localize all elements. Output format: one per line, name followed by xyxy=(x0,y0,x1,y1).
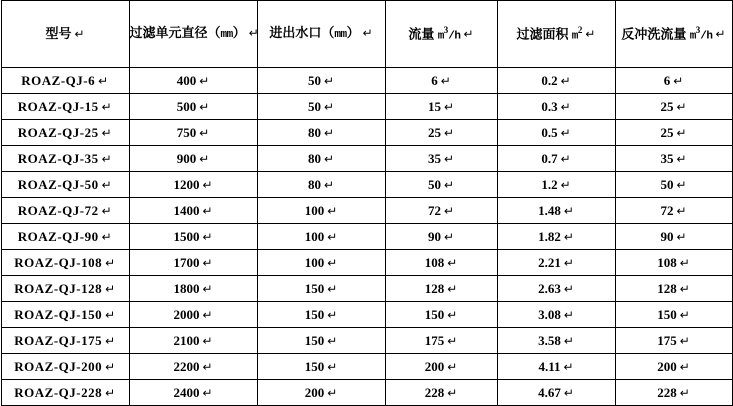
paragraph-mark: ↵ xyxy=(202,255,213,270)
cell-inlet-outlet xyxy=(257,276,385,302)
table-row xyxy=(1,328,732,354)
cell-inlet-outlet-text: 50 xyxy=(307,72,321,88)
cell-inlet-outlet xyxy=(257,94,385,120)
cell-inlet-outlet-text: 100 xyxy=(304,254,325,270)
column-header-inlet-outlet xyxy=(257,1,385,68)
cell-model xyxy=(1,68,129,94)
paragraph-mark: ↵ xyxy=(199,99,210,114)
column-header-filter-unit-diameter xyxy=(129,1,257,68)
paragraph-mark: ↵ xyxy=(679,359,690,374)
paragraph-mark: ↵ xyxy=(323,99,335,114)
paragraph-mark: ↵ xyxy=(327,255,338,270)
paragraph-mark: ↵ xyxy=(676,99,687,114)
header-tail-flow: /h xyxy=(448,30,461,43)
paragraph-mark: ↵ xyxy=(202,203,213,218)
cell-filter-unit-diameter-text: 750 xyxy=(176,124,197,140)
paragraph-mark: ↵ xyxy=(560,125,571,140)
cell-filter-area-text: 2.63 xyxy=(538,280,561,296)
paragraph-mark: ↵ xyxy=(679,307,690,322)
paragraph-mark: ↵ xyxy=(202,229,213,244)
cell-flow xyxy=(385,146,497,172)
cell-model xyxy=(1,328,129,354)
cell-filter-area xyxy=(497,328,615,354)
paragraph-mark: ↵ xyxy=(327,359,338,374)
paragraph-mark: ↵ xyxy=(199,125,210,140)
cell-filter-area xyxy=(497,354,615,380)
cell-inlet-outlet-text: 150 xyxy=(304,358,325,374)
cell-inlet-outlet-text: 150 xyxy=(304,332,325,348)
cell-model-text: ROAZ-QJ-6 xyxy=(21,72,96,88)
cell-flow-text: 50 xyxy=(427,176,441,192)
cell-filter-area xyxy=(497,250,615,276)
header-row xyxy=(1,1,732,68)
paragraph-mark: ↵ xyxy=(105,255,116,270)
cell-flow xyxy=(385,276,497,302)
paragraph-mark: ↵ xyxy=(323,151,335,166)
cell-inlet-outlet-text: 80 xyxy=(307,124,321,140)
cell-filter-unit-diameter xyxy=(129,94,257,120)
cell-backwash-flow-text: 50 xyxy=(660,176,674,192)
paragraph-mark: ↵ xyxy=(676,229,687,244)
cell-filter-area-text: 0.5 xyxy=(541,124,558,140)
header-text-model: 型号 xyxy=(45,26,72,42)
cell-backwash-flow xyxy=(615,328,732,354)
header-sup-area: 2 xyxy=(577,24,583,35)
cell-inlet-outlet-text: 200 xyxy=(304,384,325,400)
cell-filter-unit-diameter xyxy=(129,172,257,198)
cell-filter-area-text: 4.11 xyxy=(538,358,561,374)
paragraph-mark: ↵ xyxy=(101,203,113,218)
cell-model-text: ROAZ-QJ-228 xyxy=(14,384,103,400)
paragraph-mark: ↵ xyxy=(563,255,574,270)
paragraph-mark: ↵ xyxy=(679,281,690,296)
paragraph-mark: ↵ xyxy=(199,151,210,166)
header-tail-diameter: ） xyxy=(232,25,246,41)
cell-filter-area xyxy=(497,302,615,328)
cell-flow xyxy=(385,198,497,224)
paragraph-mark: ↵ xyxy=(563,229,574,244)
header-unit-backwash: m xyxy=(689,30,696,43)
paragraph-mark: ↵ xyxy=(560,177,571,192)
cell-inlet-outlet-text: 100 xyxy=(304,228,325,244)
cell-filter-unit-diameter-text: 1700 xyxy=(173,254,200,270)
cell-filter-unit-diameter-text: 2200 xyxy=(173,358,200,374)
column-header-filter-area xyxy=(497,1,615,68)
header-sup-backwash: 3 xyxy=(695,24,701,35)
table-body xyxy=(1,68,732,406)
cell-filter-area-text: 1.48 xyxy=(538,202,561,218)
cell-model-text: ROAZ-QJ-108 xyxy=(14,254,103,270)
cell-model xyxy=(1,224,129,250)
cell-filter-area xyxy=(497,94,615,120)
table-row xyxy=(1,172,732,198)
table-row xyxy=(1,276,732,302)
paragraph-mark: ↵ xyxy=(585,27,596,42)
cell-inlet-outlet xyxy=(257,302,385,328)
paragraph-mark: ↵ xyxy=(443,125,455,140)
cell-filter-unit-diameter xyxy=(129,276,257,302)
cell-backwash-flow-text: 25 xyxy=(660,98,674,114)
paragraph-mark: ↵ xyxy=(202,359,213,374)
paragraph-mark: ↵ xyxy=(98,73,109,88)
paragraph-mark: ↵ xyxy=(202,281,213,296)
header-text-backwash: 反冲洗流量 xyxy=(621,26,690,42)
cell-model xyxy=(1,302,129,328)
cell-model-text: ROAZ-QJ-128 xyxy=(14,280,103,296)
paragraph-mark: ↵ xyxy=(676,125,687,140)
paragraph-mark: ↵ xyxy=(560,151,571,166)
cell-model xyxy=(1,276,129,302)
cell-model-text: ROAZ-QJ-90 xyxy=(17,228,99,244)
cell-backwash-flow xyxy=(615,276,732,302)
paragraph-mark: ↵ xyxy=(463,27,474,42)
paragraph-mark: ↵ xyxy=(443,99,455,114)
cell-backwash-flow-text: 25 xyxy=(660,124,674,140)
paragraph-mark: ↵ xyxy=(327,281,338,296)
cell-filter-unit-diameter-text: 1800 xyxy=(173,280,200,296)
cell-inlet-outlet xyxy=(257,328,385,354)
cell-flow-text: 108 xyxy=(424,254,445,270)
paragraph-mark: ↵ xyxy=(679,255,690,270)
cell-filter-area-text: 0.2 xyxy=(541,72,558,88)
cell-flow-text: 128 xyxy=(424,280,445,296)
cell-backwash-flow xyxy=(615,94,732,120)
cell-inlet-outlet xyxy=(257,198,385,224)
paragraph-mark: ↵ xyxy=(327,385,338,400)
paragraph-mark: ↵ xyxy=(101,99,113,114)
cell-model-text: ROAZ-QJ-72 xyxy=(17,202,99,218)
cell-backwash-flow-text: 150 xyxy=(657,306,677,322)
cell-model xyxy=(1,120,129,146)
column-header-model xyxy=(1,1,129,68)
cell-filter-unit-diameter-text: 1500 xyxy=(173,228,200,244)
paragraph-mark: ↵ xyxy=(74,27,85,42)
paragraph-mark: ↵ xyxy=(101,177,113,192)
cell-flow xyxy=(385,354,497,380)
paragraph-mark: ↵ xyxy=(202,307,213,322)
paragraph-mark: ↵ xyxy=(563,281,574,296)
cell-filter-unit-diameter-text: 500 xyxy=(176,98,197,114)
cell-filter-unit-diameter xyxy=(129,224,257,250)
cell-filter-unit-diameter-text: 2100 xyxy=(173,332,200,348)
cell-backwash-flow xyxy=(615,120,732,146)
cell-inlet-outlet-text: 150 xyxy=(304,280,325,296)
cell-model-text: ROAZ-QJ-50 xyxy=(17,176,99,192)
paragraph-mark: ↵ xyxy=(327,229,338,244)
table-row xyxy=(1,224,732,250)
cell-backwash-flow xyxy=(615,146,732,172)
paragraph-mark: ↵ xyxy=(323,125,335,140)
cell-backwash-flow-text: 228 xyxy=(657,384,677,400)
header-tail-port: ） xyxy=(346,25,360,41)
cell-filter-area xyxy=(497,146,615,172)
cell-inlet-outlet xyxy=(257,68,385,94)
cell-filter-unit-diameter-text: 1200 xyxy=(173,176,200,192)
cell-inlet-outlet-text: 50 xyxy=(307,98,321,114)
cell-flow xyxy=(385,250,497,276)
cell-filter-area xyxy=(497,224,615,250)
cell-filter-unit-diameter-text: 900 xyxy=(176,150,197,166)
paragraph-mark: ↵ xyxy=(362,26,373,41)
cell-backwash-flow xyxy=(615,224,732,250)
paragraph-mark: ↵ xyxy=(560,73,571,88)
cell-model xyxy=(1,146,129,172)
cell-filter-area xyxy=(497,68,615,94)
cell-filter-unit-diameter xyxy=(129,302,257,328)
cell-inlet-outlet xyxy=(257,224,385,250)
cell-backwash-flow-text: 90 xyxy=(660,228,674,244)
cell-inlet-outlet xyxy=(257,172,385,198)
cell-flow xyxy=(385,302,497,328)
cell-backwash-flow-text: 200 xyxy=(657,358,677,374)
paragraph-mark: ↵ xyxy=(447,307,458,322)
table-row xyxy=(1,302,732,328)
header-tail-backwash: /h xyxy=(700,30,713,43)
paragraph-mark: ↵ xyxy=(447,385,458,400)
paragraph-mark: ↵ xyxy=(443,151,455,166)
cell-backwash-flow-text: 128 xyxy=(657,280,677,296)
cell-filter-unit-diameter xyxy=(129,328,257,354)
paragraph-mark: ↵ xyxy=(447,281,458,296)
header-unit-flow: m xyxy=(437,30,444,43)
cell-model-text: ROAZ-QJ-35 xyxy=(17,150,99,166)
paragraph-mark: ↵ xyxy=(202,333,213,348)
cell-flow-text: 15 xyxy=(427,98,441,114)
header-text-port: 进出水口（ xyxy=(269,25,335,41)
paragraph-mark: ↵ xyxy=(679,385,690,400)
cell-backwash-flow xyxy=(615,302,732,328)
header-text-area: 过滤面积 xyxy=(516,26,572,42)
paragraph-mark: ↵ xyxy=(105,281,116,296)
cell-model-text: ROAZ-QJ-15 xyxy=(17,98,99,114)
paragraph-mark: ↵ xyxy=(101,151,113,166)
cell-filter-area-text: 3.58 xyxy=(538,332,561,348)
paragraph-mark: ↵ xyxy=(327,333,338,348)
cell-backwash-flow xyxy=(615,354,732,380)
header-unit-diameter: mm xyxy=(220,29,233,42)
cell-flow-text: 200 xyxy=(424,358,445,374)
cell-filter-unit-diameter-text: 2000 xyxy=(173,306,200,322)
cell-inlet-outlet xyxy=(257,250,385,276)
cell-backwash-flow-text: 35 xyxy=(660,150,674,166)
cell-model-text: ROAZ-QJ-150 xyxy=(14,306,103,322)
cell-model xyxy=(1,94,129,120)
cell-model-text: ROAZ-QJ-200 xyxy=(14,358,103,374)
paragraph-mark: ↵ xyxy=(101,229,113,244)
paragraph-mark: ↵ xyxy=(105,385,116,400)
cell-inlet-outlet-text: 80 xyxy=(307,176,321,192)
cell-filter-area-text: 1.82 xyxy=(538,228,561,244)
cell-backwash-flow xyxy=(615,198,732,224)
cell-flow xyxy=(385,120,497,146)
paragraph-mark: ↵ xyxy=(105,333,116,348)
cell-flow xyxy=(385,328,497,354)
paragraph-mark: ↵ xyxy=(105,307,116,322)
table-row xyxy=(1,68,732,94)
paragraph-mark: ↵ xyxy=(440,73,451,88)
cell-filter-unit-diameter xyxy=(129,250,257,276)
cell-filter-area-text: 0.7 xyxy=(541,150,558,166)
paragraph-mark: ↵ xyxy=(679,333,690,348)
paragraph-mark: ↵ xyxy=(563,359,574,374)
cell-flow xyxy=(385,94,497,120)
header-unit-area: m xyxy=(571,30,578,43)
cell-flow-text: 72 xyxy=(427,202,441,218)
table-row xyxy=(1,120,732,146)
cell-inlet-outlet-text: 100 xyxy=(304,202,325,218)
paragraph-mark: ↵ xyxy=(202,177,213,192)
cell-filter-unit-diameter-text: 2400 xyxy=(173,384,200,400)
cell-backwash-flow-text: 6 xyxy=(663,72,671,88)
cell-flow-text: 90 xyxy=(427,228,441,244)
cell-filter-area-text: 3.08 xyxy=(538,306,561,322)
paragraph-mark: ↵ xyxy=(676,203,687,218)
paragraph-mark: ↵ xyxy=(199,73,210,88)
cell-inlet-outlet-text: 80 xyxy=(307,150,321,166)
paragraph-mark: ↵ xyxy=(447,255,458,270)
cell-flow-text: 150 xyxy=(424,306,445,322)
cell-backwash-flow xyxy=(615,172,732,198)
cell-flow xyxy=(385,68,497,94)
cell-filter-area xyxy=(497,276,615,302)
table-row xyxy=(1,146,732,172)
cell-model-text: ROAZ-QJ-175 xyxy=(14,332,103,348)
paragraph-mark: ↵ xyxy=(673,73,684,88)
cell-inlet-outlet xyxy=(257,120,385,146)
cell-flow-text: 228 xyxy=(424,384,445,400)
cell-model xyxy=(1,198,129,224)
table-row xyxy=(1,198,732,224)
cell-flow-text: 6 xyxy=(431,72,438,88)
cell-backwash-flow-text: 72 xyxy=(660,202,674,218)
header-text-flow: 流量 xyxy=(408,26,438,42)
specification-table xyxy=(1,0,733,406)
cell-backwash-flow xyxy=(615,250,732,276)
header-unit-port: mm xyxy=(334,29,347,42)
paragraph-mark: ↵ xyxy=(676,177,687,192)
cell-filter-area-text: 4.67 xyxy=(538,384,561,400)
paragraph-mark: ↵ xyxy=(443,229,455,244)
column-header-flow xyxy=(385,1,497,68)
cell-filter-unit-diameter-text: 400 xyxy=(176,72,197,88)
column-header-backwash-flow xyxy=(615,1,732,68)
cell-model xyxy=(1,354,129,380)
cell-filter-area xyxy=(497,172,615,198)
table-row xyxy=(1,354,732,380)
paragraph-mark: ↵ xyxy=(443,203,455,218)
cell-backwash-flow-text: 175 xyxy=(657,332,677,348)
cell-inlet-outlet xyxy=(257,146,385,172)
paragraph-mark: ↵ xyxy=(323,73,335,88)
cell-flow-text: 35 xyxy=(427,150,441,166)
paragraph-mark: ↵ xyxy=(447,333,458,348)
paragraph-mark: ↵ xyxy=(105,359,116,374)
cell-filter-unit-diameter xyxy=(129,198,257,224)
cell-model xyxy=(1,250,129,276)
paragraph-mark: ↵ xyxy=(447,359,458,374)
cell-flow-text: 25 xyxy=(427,124,441,140)
paragraph-mark: ↵ xyxy=(101,125,113,140)
paragraph-mark: ↵ xyxy=(327,203,338,218)
paragraph-mark: ↵ xyxy=(443,177,455,192)
cell-backwash-flow xyxy=(615,68,732,94)
paragraph-mark: ↵ xyxy=(715,27,726,42)
paragraph-mark: ↵ xyxy=(327,307,338,322)
cell-filter-area xyxy=(497,120,615,146)
paragraph-mark: ↵ xyxy=(202,385,213,400)
cell-filter-area-text: 1.2 xyxy=(541,176,558,192)
table-header xyxy=(1,1,732,68)
cell-filter-unit-diameter xyxy=(129,354,257,380)
paragraph-mark: ↵ xyxy=(560,99,571,114)
cell-flow xyxy=(385,224,497,250)
cell-filter-area-text: 0.3 xyxy=(541,98,558,114)
cell-inlet-outlet-text: 150 xyxy=(304,306,325,322)
cell-model xyxy=(1,172,129,198)
cell-filter-unit-diameter-text: 1400 xyxy=(173,202,200,218)
cell-filter-area-text: 2.21 xyxy=(538,254,561,270)
paragraph-mark: ↵ xyxy=(323,177,335,192)
cell-model-text: ROAZ-QJ-25 xyxy=(17,124,99,140)
paragraph-mark: ↵ xyxy=(563,203,574,218)
cell-filter-area xyxy=(497,198,615,224)
cell-inlet-outlet xyxy=(257,354,385,380)
paragraph-mark: ↵ xyxy=(563,333,574,348)
paragraph-mark: ↵ xyxy=(248,26,259,41)
table-row xyxy=(1,94,732,120)
cell-flow-text: 175 xyxy=(424,332,445,348)
cell-backwash-flow-text: 108 xyxy=(657,254,677,270)
header-sup-flow: 3 xyxy=(443,24,449,35)
header-text-diameter: 过滤单元直径（ xyxy=(129,25,221,41)
cell-filter-unit-diameter xyxy=(129,120,257,146)
cell-filter-unit-diameter xyxy=(129,68,257,94)
cell-filter-unit-diameter xyxy=(129,146,257,172)
paragraph-mark: ↵ xyxy=(563,385,574,400)
paragraph-mark: ↵ xyxy=(676,151,687,166)
paragraph-mark: ↵ xyxy=(563,307,574,322)
table-row xyxy=(1,250,732,276)
cell-flow xyxy=(385,172,497,198)
